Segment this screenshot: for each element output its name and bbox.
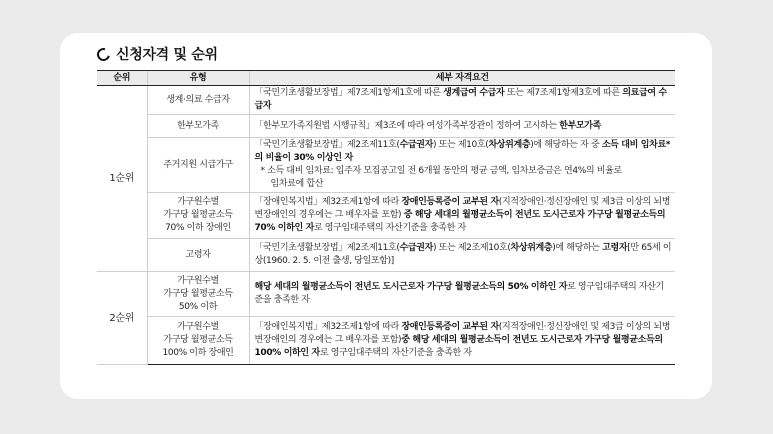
table-row — [97, 193, 675, 239]
header-rank: 순위 — [97, 71, 147, 86]
table-row — [97, 115, 675, 138]
type-cell: 가구원수별 가구당 월평균소득 100% 이하 장애인 — [147, 317, 249, 365]
type-cell: 주거지원 시급가구 — [147, 138, 249, 193]
table-row — [97, 239, 675, 272]
eligibility-table — [97, 70, 675, 365]
footnote: * 소득 대비 임차료: 입주자 모집공고일 전 6개월 동안의 평균 금액, 임차보증금은 연4%의 비율로 — [260, 166, 622, 176]
table-row — [97, 317, 675, 365]
table-row — [97, 138, 675, 193]
detail-cell: 해당 세대의 월평균소득이 전년도 도시근로자 가구당 월평균소득의 50% 이하인 자로 영구임대주택의 자산기준을 충족한 자 — [249, 272, 675, 317]
section-header — [97, 44, 218, 64]
rank-2-cell: 2순위 — [97, 272, 147, 365]
header-type: 유형 — [147, 71, 249, 86]
type-cell: 생계·의료 수급자 — [147, 86, 249, 115]
detail-cell: 「국민기초생활보장법」제7조제1항제1호에 따른 생계급여 수급자 또는 제7조제1항제3호에 따른 의료급여 수급자 — [249, 86, 675, 115]
type-cell: 가구원수별 가구당 월평균소득 70% 이하 장애인 — [147, 193, 249, 239]
table-row — [97, 86, 675, 115]
detail-cell: 「장애인복지법」제32조제1항에 따라 장애인등록증이 교부된 자(지적장애인·정신장애인 및 제3급 이상의 뇌병변장애인의 경우에는 그 배우자를 포함)중 해당 세대의 월평균소득이 전년도 도시근로자 가구당 월평균소득의 100% 이하인 자로 영구임대주택의 자산기준을 충족한 자 — [249, 317, 675, 365]
detail-cell: 「장애인복지법」제32조제1항에 따라 장애인등록증이 교부된 자(지적장애인·정신장애인 및 제3급 이상의 뇌병변장애인의 경우에는 그 배우자를 포함) 중 해당 세대의 월평균소득이 전년도 도시근로자 가구당 월평균소득의 70% 이하인 자로 영구임대주택의 자산기준을 충족한 자 — [249, 193, 675, 239]
section-title: 신청자격 및 순위 — [116, 47, 218, 63]
type-cell: 한부모가족 — [147, 115, 249, 138]
detail-cell: 「국민기초생활보장법」제2조제11호(수급권자) 또는 제10호(차상위계층)에 해당하는 자 중 소득 대비 임차료*의 비율이 30% 이상인 자 * 소득 대비 임차료: 입주자 모집공고일 전 6개월 동안의 평균 금액, 임차보증금은 연4%의 비율로 임차료에 합산 — [249, 138, 675, 193]
circle-bullet-icon — [95, 45, 113, 63]
header-detail: 세부 자격요건 — [249, 71, 675, 86]
type-cell: 가구원수별 가구당 월평균소득 50% 이하 — [147, 272, 249, 317]
footnote-cont: 임차료에 합산 — [270, 179, 324, 189]
table-row — [97, 272, 675, 317]
rank-1-cell: 1순위 — [97, 86, 147, 272]
detail-cell: 「한부모가족지원법 시행규칙」제3조에 따라 여성가족부장관이 정하여 고시하는 한부모가족 — [249, 115, 675, 138]
detail-cell: 「국민기초생활보장법」제2조제11호(수급권자) 또는 제2조제10호(차상위계층)에 해당하는 고령자[만 65세 이상(1960. 2. 5. 이전 출생, 당일포함)] — [249, 239, 675, 272]
table-header-row — [97, 71, 675, 86]
type-cell: 고령자 — [147, 239, 249, 272]
